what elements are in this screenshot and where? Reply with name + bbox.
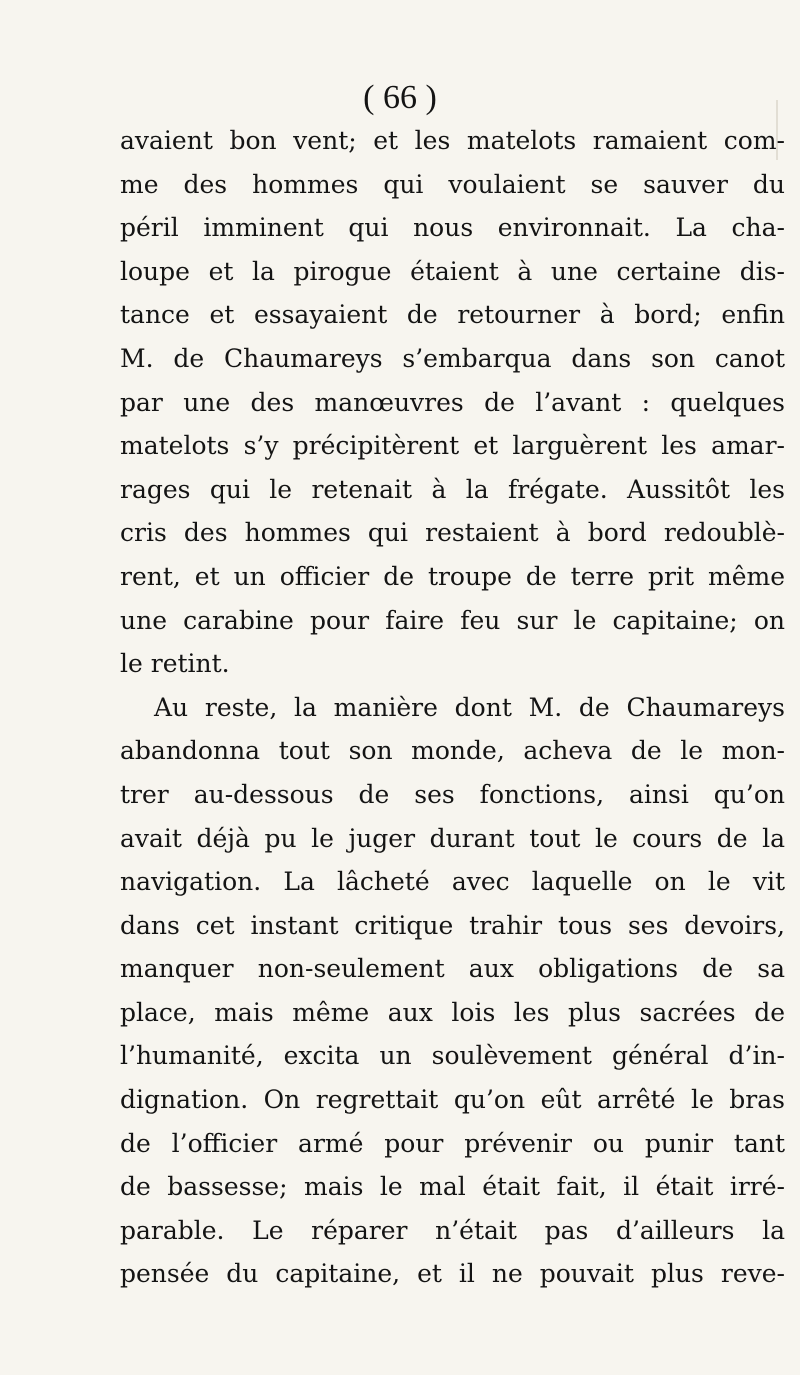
text-line: de l’officier armé pour prévenir ou punir tant — [120, 1128, 785, 1158]
text-line: M. de Chaumareys s’embarqua dans son canot — [120, 343, 785, 373]
text-line: parable. Le réparer n’était pas d’ailleurs la — [120, 1215, 785, 1245]
text-line: rent, et un officier de troupe de terre prit même — [120, 561, 785, 591]
text-line: par une des manœuvres de l’avant : quelques — [120, 387, 785, 417]
text-line: trer au-dessous de ses fonctions, ainsi qu’on — [120, 779, 785, 809]
text-line: de bassesse; mais le mal était fait, il était irré- — [120, 1172, 785, 1202]
text-line: manquer non-seulement aux obligations de sa — [120, 954, 785, 984]
text-line: loupe et la pirogue étaient à une certaine dis- — [120, 256, 785, 286]
text-line: péril imminent qui nous environnait. La cha- — [120, 213, 785, 243]
text-line: matelots s’y précipitèrent et larguèrent les amar- — [120, 431, 785, 461]
text-line: l’humanité, excita un soulèvement général d’in- — [120, 1041, 785, 1071]
text-line: navigation. La lâcheté avec laquelle on le vit — [120, 867, 785, 897]
text-line: abandonna tout son monde, acheva de le mon- — [120, 736, 785, 766]
text-line: dignation. On regrettait qu’on eût arrêté le bras — [120, 1085, 785, 1115]
text-line: tance et essayaient de retourner à bord; enfin — [120, 300, 785, 330]
paragraph-start-line: Au reste, la manière dont M. de Chaumareys — [154, 692, 785, 722]
paragraph-end-line: le retint. — [120, 649, 230, 679]
page-number: ( 66 ) — [363, 79, 437, 116]
text-line: place, mais même aux lois les plus sacrées de — [120, 997, 785, 1027]
text-line: me des hommes qui voulaient se sauver du — [120, 169, 785, 199]
body-text — [120, 119, 785, 1296]
text-line: pensée du capitaine, et il ne pouvait plus reve- — [120, 1259, 785, 1289]
text-line: rages qui le retenait à la frégate. Aussitôt les — [120, 474, 785, 504]
text-line: cris des hommes qui restaient à bord redoublè- — [120, 518, 785, 548]
text-line: avait déjà pu le juger durant tout le cours de la — [120, 823, 785, 853]
text-line: une carabine pour faire feu sur le capitaine; on — [120, 605, 785, 635]
text-line: dans cet instant critique trahir tous ses devoirs, — [120, 910, 785, 940]
text-line: avaient bon vent; et les matelots ramaient com- — [120, 126, 785, 155]
